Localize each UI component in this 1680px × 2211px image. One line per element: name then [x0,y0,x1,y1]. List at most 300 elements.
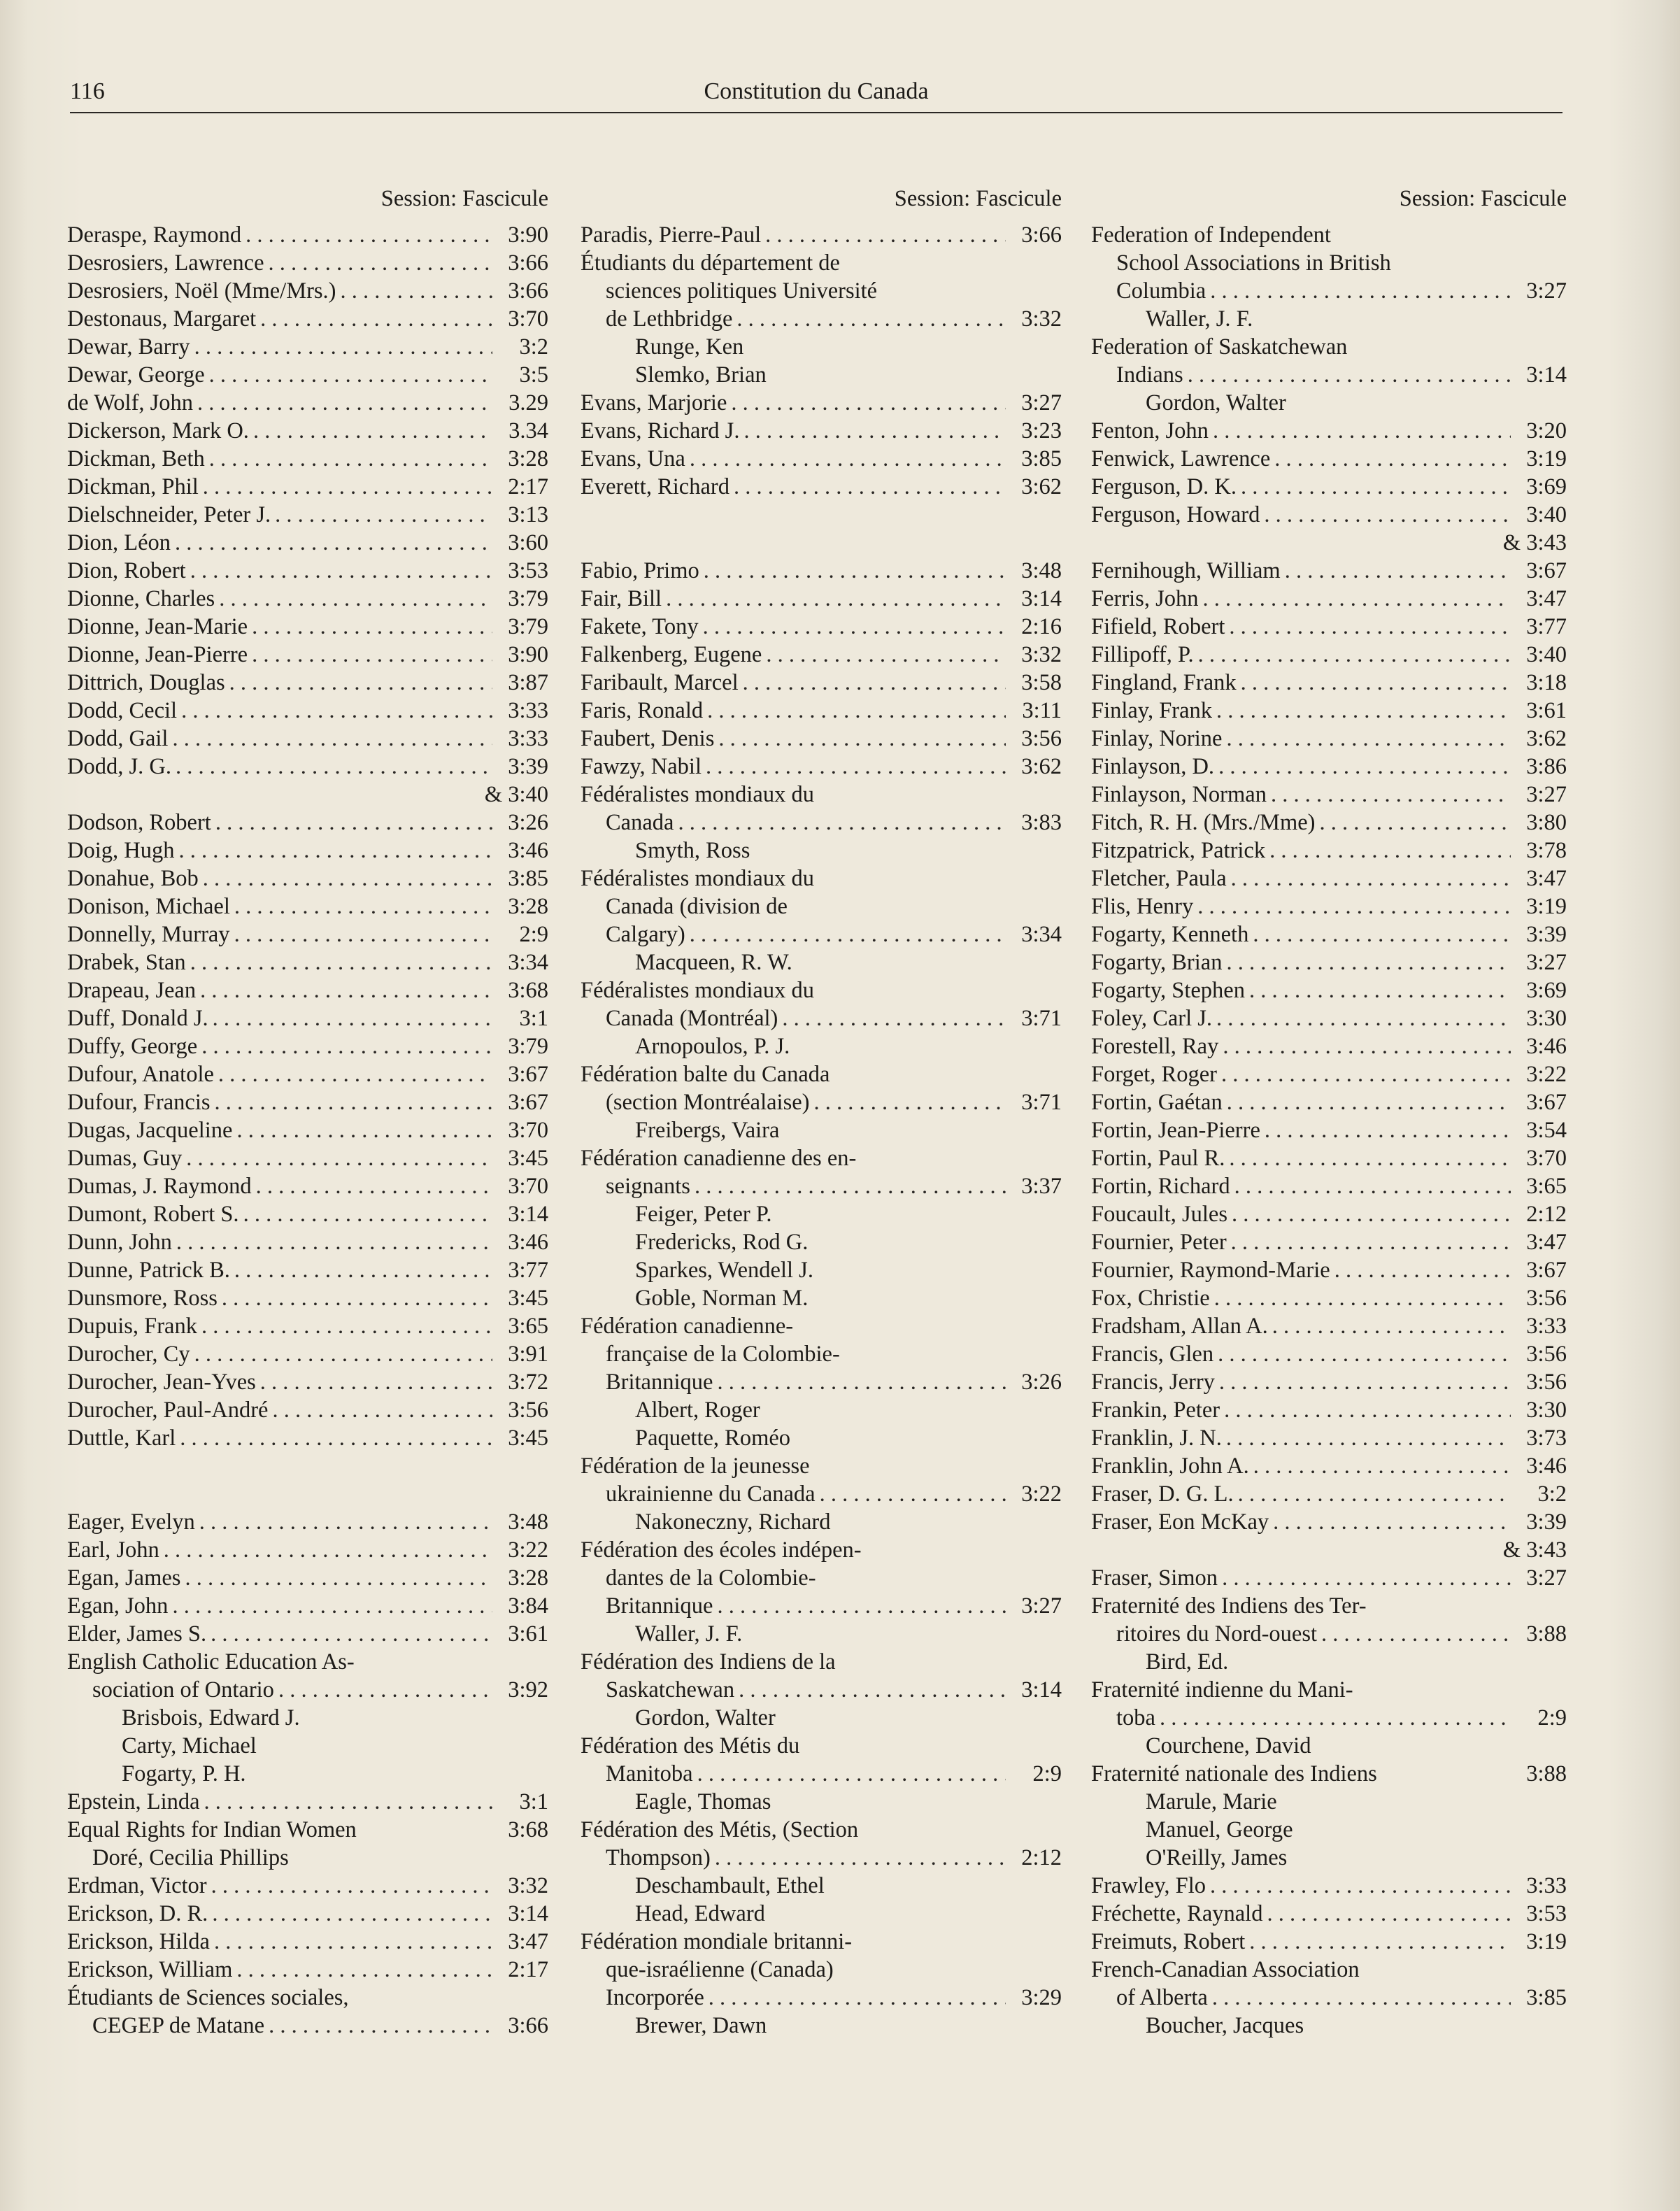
entry-reference: 3:2 [1537,1481,1567,1507]
entry-reference: 3:33 [1526,1873,1567,1898]
index-entry [581,1088,1062,1116]
index-entry-line: Étudiants du département de [581,250,840,276]
entry-name: Duff, Donald J. [67,1006,208,1031]
entry-name: Flis, Henry [1091,894,1194,919]
index-entry [67,473,548,501]
dot-leader [243,1200,492,1228]
entry-name: Dodd, J. G. [67,754,171,779]
index-subentry: Waller, J. F. [635,1621,743,1647]
dot-leader [213,1004,492,1032]
entry-name: Manitoba [606,1761,693,1786]
entry-reference: 3:92 [508,1677,548,1702]
index-entry-line: Fraternité indienne du Mani- [1091,1677,1353,1702]
entry-reference: 3:32 [1021,306,1062,332]
dot-leader [707,697,1006,725]
entry-name: Erickson, William [67,1957,233,1982]
entry-reference: 3:46 [1526,1453,1567,1479]
index-entry [1091,1396,1567,1424]
index-entry [67,1564,548,1592]
entry-reference: 3:26 [1021,1370,1062,1395]
index-entry [1091,1088,1567,1116]
entry-name: Franklin, John A. [1091,1453,1249,1479]
entry-name: Indians [1116,362,1183,388]
index-entry [1091,1424,1567,1452]
index-entry [67,641,548,669]
entry-name: Dufour, Anatole [67,1062,214,1087]
entry-reference: 3:69 [1526,978,1567,1003]
entry-name: Erickson, Hilda [67,1929,210,1954]
entry-reference: 3:46 [508,1230,548,1255]
index-entry [1091,1508,1567,1536]
entry-reference: 2:9 [1537,1705,1567,1730]
dot-leader [1238,1480,1511,1508]
entry-reference: 3:67 [1526,1258,1567,1283]
index-entry-line: Doré, Cecilia Phillips [92,1845,289,1870]
entry-name: de Lethbridge [606,306,733,332]
index-entry [67,948,548,976]
entry-reference: 3:90 [508,222,548,248]
entry-reference: 3:85 [1021,446,1062,471]
index-entry [67,1592,548,1620]
entry-reference: 3:60 [508,530,548,555]
entry-name: (section Montréalaise) [606,1090,810,1115]
dot-leader [1213,417,1511,445]
entry-name: Epstein, Linda [67,1789,200,1814]
entry-reference: 3:11 [1022,698,1062,723]
dot-leader [1229,613,1511,641]
entry-name: Faubert, Denis [581,726,715,751]
index-subentry: Goble, Norman M. [635,1286,809,1311]
dot-leader [739,1676,1006,1704]
index-entry [581,473,1062,501]
index-entry [67,1032,548,1060]
entry-reference: 3:22 [1021,1481,1062,1507]
index-entry [1091,1116,1567,1144]
dot-leader [273,1396,493,1424]
index-subentry: Manuel, George [1146,1817,1293,1842]
entry-name: Columbia [1116,278,1206,304]
dot-leader [1216,1004,1511,1032]
entry-reference: 3:56 [1526,1286,1567,1311]
dot-leader [201,1032,492,1060]
dot-leader [706,753,1006,781]
index-entry [581,920,1062,948]
entry-reference: 3:27 [1526,1565,1567,1591]
dot-leader [209,445,492,473]
dot-leader [212,1900,492,1928]
index-entry [1091,1368,1567,1396]
entry-name: Dumont, Robert S. [67,1202,239,1227]
index-entry [67,221,548,249]
entry-name: Evans, Una [581,446,685,471]
dot-leader [178,837,492,865]
entry-reference: 2:17 [508,474,548,499]
dot-leader [203,473,492,501]
index-subentry: O'Reilly, James [1146,1845,1288,1870]
entry-reference: 3:28 [508,1565,548,1591]
entry-reference: 3:62 [1021,474,1062,499]
index-entry [67,1816,548,1844]
entry-reference: 3:73 [1526,1426,1567,1451]
dot-leader [1226,725,1511,753]
entry-name: Foucault, Jules [1091,1202,1227,1227]
entry-reference: 3:46 [1526,1034,1567,1059]
entry-reference: 3:47 [1526,866,1567,891]
index-subentry: Nakoneczny, Richard [635,1509,831,1535]
dot-leader [1227,1088,1511,1116]
entry-reference: 3:48 [1021,558,1062,583]
dot-leader [690,920,1006,948]
entry-name: Fortin, Paul R. [1091,1146,1225,1171]
index-entry [1091,1452,1567,1480]
entry-reference: 3:53 [1526,1901,1567,1926]
index-subentry: Boucher, Jacques [1146,2013,1304,2038]
dot-leader [734,473,1006,501]
dot-leader [690,445,1006,473]
index-entry-line: que-israélienne (Canada) [606,1957,834,1982]
entry-name: Ferguson, Howard [1091,502,1260,527]
index-entry [67,529,548,557]
entry-name: Faribault, Marcel [581,670,739,695]
entry-reference: 3:66 [508,278,548,304]
dot-leader [214,1928,492,1956]
dot-leader [709,1984,1006,2012]
entry-name: Freimuts, Robert [1091,1929,1246,1954]
entry-reference: 3:2 [519,334,548,360]
index-subentry: Fogarty, P. H. [122,1761,246,1786]
index-entry [1091,1144,1567,1172]
entry-reference: 3:45 [508,1146,548,1171]
index-column-1 [67,185,548,2040]
index-entry [67,1508,548,1536]
index-entry [1091,1172,1567,1200]
index-entry [67,1284,548,1312]
index-entry [581,613,1062,641]
entry-name: Fraternité nationale des Indiens [1091,1761,1377,1786]
dot-leader [194,333,492,361]
index-subentry: Carty, Michael [122,1733,257,1758]
entry-name: Fernihough, William [1091,558,1281,583]
index-entry [67,417,548,445]
index-entry [581,417,1062,445]
entry-reference: 3:47 [508,1929,548,1954]
index-subentry: Bird, Ed. [1146,1649,1229,1675]
dot-leader [176,1228,492,1256]
running-title: Constitution du Canada [704,78,929,104]
index-entry [581,669,1062,697]
entry-reference: 3:67 [508,1062,548,1087]
index-entry [581,1676,1062,1704]
index-subentry: Albert, Roger [635,1398,760,1423]
entry-name: Fawzy, Nabil [581,754,702,779]
entry-name: Faris, Ronald [581,698,704,723]
dot-leader [736,305,1006,333]
index-subentry: Runge, Ken [635,334,744,360]
entry-name: Dion, Robert [67,558,186,583]
dot-leader [341,277,492,305]
index-entry [1091,753,1567,781]
index-entry [581,1004,1062,1032]
index-entry [67,333,548,361]
dot-leader [1253,1452,1511,1480]
dot-leader [200,976,492,1004]
index-entry [67,669,548,697]
entry-name: Dodd, Cecil [67,698,178,723]
entry-reference: 3:14 [508,1901,548,1926]
index-entry [581,1844,1062,1872]
entry-name: seignants [606,1174,690,1199]
entry-reference: 3:27 [1526,278,1567,304]
entry-name: Dionne, Charles [67,586,215,611]
entry-name: Dumas, J. Raymond [67,1174,252,1199]
dot-leader [1274,445,1511,473]
entry-name: Fox, Christie [1091,1286,1210,1311]
dot-leader [245,221,492,249]
dot-leader [203,865,492,893]
dot-leader [1224,1396,1511,1424]
entry-reference: 3:32 [508,1873,548,1898]
entry-reference: 3:86 [1526,754,1567,779]
entry-name: Falkenberg, Eugene [581,642,762,667]
dot-leader [180,1424,492,1452]
dot-leader [1210,1872,1511,1900]
entry-reference: 3:90 [508,642,548,667]
running-header [70,78,1562,113]
dot-leader [260,1368,492,1396]
column-heading: Session: Fascicule [380,186,548,211]
entry-reference: 3:77 [508,1258,548,1283]
dot-leader [260,305,492,333]
dot-leader [1249,1928,1511,1956]
index-entry [67,865,548,893]
entry-name: Calgary) [606,922,685,947]
entry-name: Erickson, D. R. [67,1901,208,1926]
dot-leader [234,1256,492,1284]
dot-leader [1197,893,1511,920]
dot-leader [201,1312,492,1340]
index-entry-line: Fraternité des Indiens des Ter- [1091,1593,1367,1619]
entry-reference: 3:45 [508,1286,548,1311]
entry-reference: 2:9 [519,922,548,947]
dot-leader [1216,697,1511,725]
entry-name: Fifield, Robert [1091,614,1225,639]
entry-reference: 3:79 [508,586,548,611]
entry-reference: 3:85 [1526,1985,1567,2010]
index-subentry: Sparkes, Wendell J. [635,1258,813,1283]
index-subentry: Marule, Marie [1146,1789,1277,1814]
entry-reference: 3:56 [1526,1370,1567,1395]
dot-leader [211,1872,492,1900]
index-entry [581,697,1062,725]
dot-leader [820,1480,1006,1508]
entry-reference: 3:27 [1021,390,1062,415]
entry-reference: 3:61 [508,1621,548,1647]
index-entry [67,1396,548,1424]
entry-name: Dodson, Robert [67,810,211,835]
entry-reference: 3:22 [508,1537,548,1563]
entry-name: Desrosiers, Noël (Mme/Mrs.) [67,278,336,304]
dot-leader [229,669,492,697]
entry-name: Dunsmore, Ross [67,1286,218,1311]
entry-reference: 3:39 [1526,922,1567,947]
entry-name: Egan, James [67,1565,181,1591]
entry-name: Durocher, Paul-André [67,1398,269,1423]
entry-name: Dufour, Francis [67,1090,211,1115]
index-entry [1091,809,1567,837]
index-entry [67,1956,548,1984]
index-entry [581,445,1062,473]
index-entry [67,1872,548,1900]
entry-reference: 3:14 [1021,1677,1062,1702]
index-subentry: Fredericks, Rod G. [635,1230,809,1255]
index-entry-line: Fédération des Métis du [581,1733,800,1758]
dot-leader [813,1088,1006,1116]
index-entry [1091,1984,1567,2012]
entry-name: Canada [606,810,674,835]
entry-name: Dugas, Jacqueline [67,1118,233,1143]
entry-name: Fillipoff, P. [1091,642,1194,667]
entry-reference: 3:1 [519,1789,548,1814]
dot-leader [218,1060,492,1088]
index-entry [1091,1200,1567,1228]
entry-name: Finlay, Frank [1091,698,1213,723]
dot-leader [1160,1704,1511,1732]
index-entry [67,1424,548,1452]
index-subentry: Gordon, Walter [1146,390,1286,415]
entry-reference: 2:12 [1021,1845,1062,1870]
entry-name: Duffy, George [67,1034,198,1059]
dot-leader [1218,753,1511,781]
index-entry-line: School Associations in British [1116,250,1391,276]
index-entry [1091,976,1567,1004]
dot-leader [186,1144,492,1172]
entry-reference: 3:46 [508,838,548,863]
dot-leader [253,417,492,445]
entry-name: Dion, Léon [67,530,171,555]
entry-name: Incorporée [606,1985,704,2010]
entry-name: ritoires du Nord-ouest [1116,1621,1318,1647]
index-entry-line: Fédération des écoles indépen- [581,1537,862,1563]
entry-reference: 3:34 [508,950,548,975]
dot-leader [252,613,492,641]
entry-reference: 3:67 [1526,1090,1567,1115]
entry-name: Fingland, Frank [1091,670,1237,695]
dot-leader [766,641,1006,669]
entry-reference: 3:84 [508,1593,548,1619]
index-entry [67,1144,548,1172]
dot-leader [1253,920,1511,948]
entry-name: Fogarty, Kenneth [1091,922,1249,947]
entry-reference: 3:69 [1526,474,1567,499]
entry-reference: 3:30 [1526,1006,1567,1031]
dot-leader [256,1172,492,1200]
entry-name: Donison, Michael [67,894,230,919]
entry-reference: 3:68 [508,978,548,1003]
entry-reference: 3:22 [1526,1062,1567,1087]
index-entry [1091,1004,1567,1032]
entry-reference: 3:28 [508,446,548,471]
entry-name: Frankin, Peter [1091,1398,1220,1423]
index-entry-line: French-Canadian Association [1091,1957,1360,1982]
entry-reference: 3:67 [508,1090,548,1115]
entry-name: de Wolf, John [67,390,194,415]
dot-leader [678,809,1006,837]
entry-name: Dunne, Patrick B. [67,1258,230,1283]
index-entry [1091,1760,1567,1788]
index-entry [581,1592,1062,1620]
index-entry [67,1116,548,1144]
dot-leader [704,557,1006,585]
dot-leader [1198,641,1511,669]
index-entry [581,753,1062,781]
index-entry-line: Fédération balte du Canada [581,1062,830,1087]
index-entry [581,1172,1062,1200]
dot-leader [269,2012,492,2040]
entry-name: Desrosiers, Lawrence [67,250,264,276]
dot-leader [197,389,492,417]
entry-reference: 3:56 [508,1398,548,1423]
index-entry [67,1928,548,1956]
entry-reference: 3:27 [1526,950,1567,975]
entry-reference: 3:26 [508,810,548,835]
dot-leader [1321,1620,1511,1648]
dot-leader [1285,557,1511,585]
dot-leader [215,1088,493,1116]
entry-reference: 3:33 [508,698,548,723]
column-heading: Session: Fascicule [1399,186,1567,211]
entry-name: Forestell, Ray [1091,1034,1219,1059]
index-entry [67,1004,548,1032]
index-entry [67,1368,548,1396]
entry-reference: 3:72 [508,1370,548,1395]
entry-reference: 2:12 [1526,1202,1567,1227]
entry-reference: 3:79 [508,1034,548,1059]
entry-reference: 3:30 [1526,1398,1567,1423]
dot-leader [1231,865,1511,893]
index-entry [67,809,548,837]
index-entry-line: English Catholic Education As- [67,1649,355,1675]
entry-name: Donahue, Bob [67,866,199,891]
entry-name: Durocher, Jean-Yves [67,1370,256,1395]
entry-reference: 2:16 [1021,614,1062,639]
index-entry [1091,1284,1567,1312]
dot-leader [1271,781,1511,809]
entry-reference: 3:27 [1526,782,1567,807]
index-entry [67,753,548,781]
index-entry-line: Federation of Saskatchewan [1091,334,1348,360]
index-entry [581,585,1062,613]
entry-reference: 3:77 [1526,614,1567,639]
entry-name: Dickman, Beth [67,446,205,471]
entry-name: Durocher, Cy [67,1342,190,1367]
index-subentry: Brewer, Dawn [635,2013,767,2038]
index-entry [67,725,548,753]
entry-name: Fradsham, Allan A. [1091,1314,1268,1339]
entry-name: Foley, Carl J. [1091,1006,1213,1031]
index-reference: & 3:43 [1502,530,1567,555]
entry-name: Frawley, Flo [1091,1873,1206,1898]
entry-name: Franklin, J. N. [1091,1426,1222,1451]
index-entry [67,305,548,333]
index-entry-line: Fédération mondiale britanni- [581,1929,853,1954]
entry-name: Erdman, Victor [67,1873,207,1898]
index-entry [581,305,1062,333]
entry-reference: 3:19 [1526,446,1567,471]
entry-name: Dittrich, Douglas [67,670,225,695]
dot-leader [194,1340,492,1368]
index-entry-line: Fédération canadienne des en- [581,1146,857,1171]
dot-leader [715,1844,1006,1872]
